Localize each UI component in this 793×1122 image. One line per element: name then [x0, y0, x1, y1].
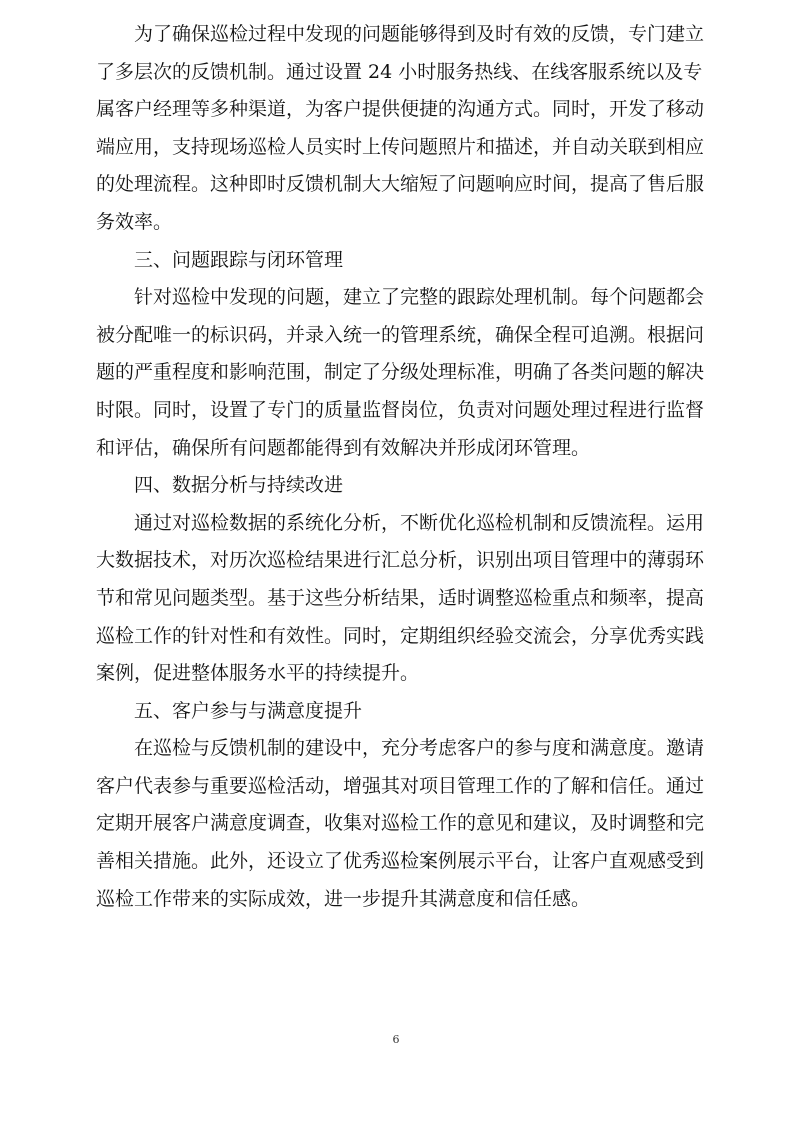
paragraph-issue-tracking [96, 279, 705, 467]
paragraph-line: 节和常见问题类型。基于这些分析结果，适时调整巡检重点和频率，提高 [96, 586, 705, 609]
page-number: 6 [392, 1033, 400, 1046]
paragraph-line: 善相关措施。此外，还设立了优秀巡检案例展示平台，让客户直观感受到 [96, 850, 705, 873]
document-body [96, 16, 705, 918]
paragraph-line: 针对巡检中发现的问题，建立了完整的跟踪处理机制。每个问题都会 [134, 286, 705, 309]
paragraph-line: 巡检工作带来的实际成效，进一步提升其满意度和信任感。 [96, 887, 591, 910]
paragraph-line: 被分配唯一的标识码，并录入统一的管理系统，确保全程可追溯。根据问 [96, 323, 705, 346]
section-heading-customer-satisfaction: 五、客户参与与满意度提升 [134, 699, 363, 722]
paragraph-customer-satisfaction [96, 730, 705, 918]
paragraph-line: 在巡检与反馈机制的建设中，充分考虑客户的参与度和满意度。邀请 [134, 737, 705, 760]
paragraph-line: 定期开展客户满意度调查，收集对巡检工作的意见和建议，及时调整和完 [96, 812, 705, 835]
paragraph-line: 了多层次的反馈机制。通过设置 24 小时服务热线、在线客服系统以及专 [96, 60, 703, 83]
paragraph-data-analysis [96, 505, 705, 693]
paragraph-line: 题的严重程度和影响范围，制定了分级处理标准，明确了各类问题的解决 [96, 361, 705, 384]
paragraph-line: 大数据技术，对历次巡检结果进行汇总分析，识别出项目管理中的薄弱环 [96, 549, 705, 572]
paragraph-line: 通过对巡检数据的系统化分析，不断优化巡检机制和反馈流程。运用 [134, 511, 705, 534]
paragraph-line: 端应用，支持现场巡检人员实时上传问题照片和描述，并自动关联到相应 [96, 135, 705, 158]
paragraph-line: 客户代表参与重要巡检活动，增强其对项目管理工作的了解和信任。通过 [96, 774, 705, 797]
paragraph-line: 属客户经理等多种渠道，为客户提供便捷的沟通方式。同时，开发了移动 [96, 98, 705, 121]
paragraph-line: 为了确保巡检过程中发现的问题能够得到及时有效的反馈，专门建立 [134, 23, 705, 45]
paragraph-line: 和评估，确保所有问题都能得到有效解决并形成闭环管理。 [96, 436, 591, 459]
section-heading-data-analysis: 四、数据分析与持续改进 [134, 474, 344, 497]
paragraph-line: 的处理流程。这种即时反馈机制大大缩短了问题响应时间，提高了售后服 [96, 173, 705, 196]
section-heading-issue-tracking: 三、问题跟踪与闭环管理 [134, 248, 344, 271]
paragraph-line: 时限。同时，设置了专门的质量监督岗位，负责对问题处理过程进行监督 [96, 398, 705, 421]
paragraph-line: 案例，促进整体服务水平的持续提升。 [96, 662, 420, 685]
paragraph-line: 巡检工作的针对性和有效性。同时，定期组织经验交流会，分享优秀实践 [96, 624, 705, 647]
paragraph-line: 务效率。 [96, 210, 173, 233]
paragraph-feedback-mechanism [96, 16, 705, 242]
